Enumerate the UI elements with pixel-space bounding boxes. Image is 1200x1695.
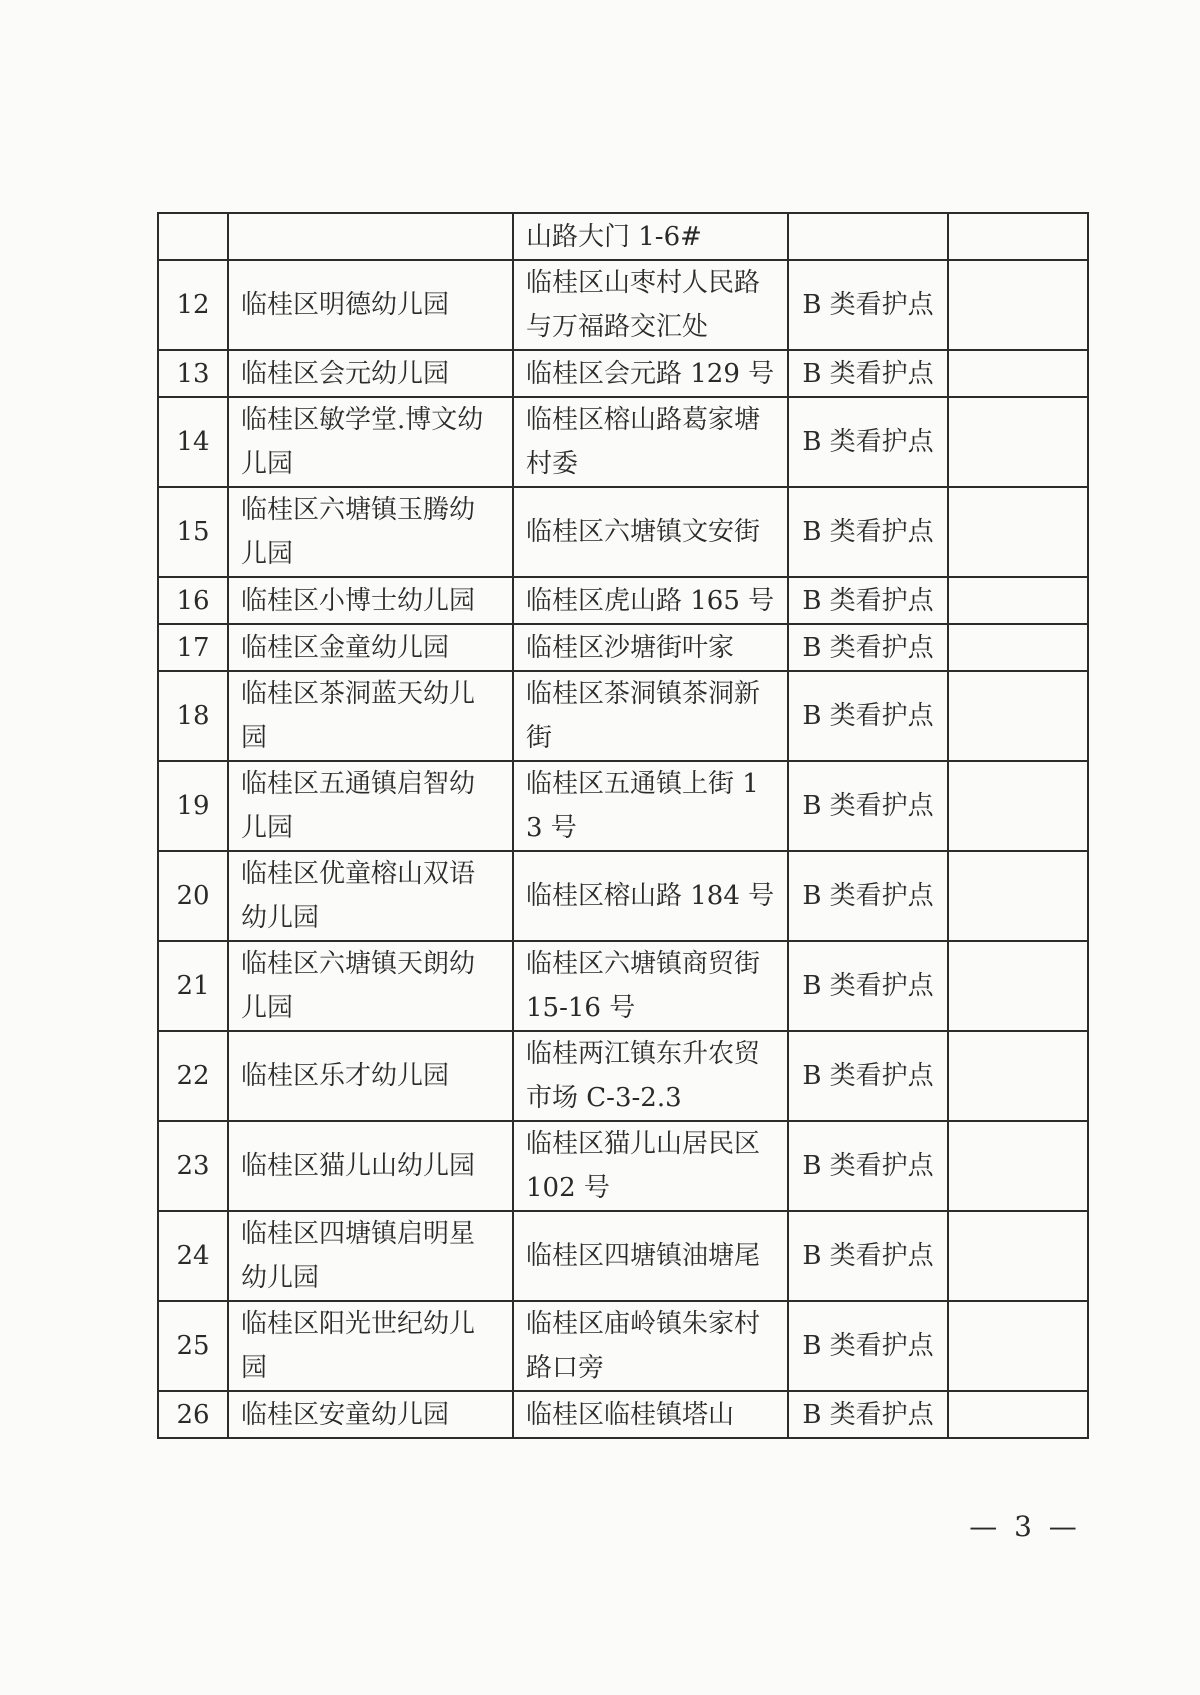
cell-number: 24 [158,1211,228,1301]
cell-kindergarten-name: 临桂区金童幼儿园 [228,624,513,671]
cell-care-type: B 类看护点 [788,1031,948,1121]
cell-kindergarten-name: 临桂区明德幼儿园 [228,260,513,350]
cell-address: 临桂区山枣村人民路与万福路交汇处 [513,260,788,350]
table-row [158,1301,1088,1391]
cell-number: 18 [158,671,228,761]
cell-address: 临桂区临桂镇塔山 [513,1391,788,1438]
cell-number: 19 [158,761,228,851]
cell-address: 临桂区六塘镇商贸街 15-16 号 [513,941,788,1031]
cell-note [948,397,1088,487]
cell-kindergarten-name: 临桂区优童榕山双语幼儿园 [228,851,513,941]
page-number: — 3 — [969,1510,1081,1543]
table-row [158,1391,1088,1438]
cell-care-type: B 类看护点 [788,1391,948,1438]
cell-care-type: B 类看护点 [788,851,948,941]
cell-note [948,260,1088,350]
table-row [158,941,1088,1031]
cell-address: 临桂区猫儿山居民区 102 号 [513,1121,788,1211]
cell-note [948,1031,1088,1121]
cell-address: 临桂区茶洞镇茶洞新街 [513,671,788,761]
cell-kindergarten-name: 临桂区安童幼儿园 [228,1391,513,1438]
cell-note [948,213,1088,260]
table-row [158,487,1088,577]
cell-care-type [788,213,948,260]
cell-note [948,941,1088,1031]
cell-address: 临桂区五通镇上街 13 号 [513,761,788,851]
cell-kindergarten-name: 临桂区乐才幼儿园 [228,1031,513,1121]
table-row [158,624,1088,671]
table-row [158,577,1088,624]
cell-kindergarten-name: 临桂区茶洞蓝天幼儿园 [228,671,513,761]
cell-address: 临桂两江镇东升农贸市场 C-3-2.3 [513,1031,788,1121]
cell-kindergarten-name: 临桂区五通镇启智幼儿园 [228,761,513,851]
cell-address: 山路大门 1-6# [513,213,788,260]
cell-kindergarten-name: 临桂区猫儿山幼儿园 [228,1121,513,1211]
cell-number: 15 [158,487,228,577]
cell-number: 23 [158,1121,228,1211]
table-body [158,213,1088,1438]
cell-address: 临桂区庙岭镇朱家村路口旁 [513,1301,788,1391]
cell-note [948,350,1088,397]
cell-note [948,1391,1088,1438]
cell-address: 临桂区四塘镇油塘尾 [513,1211,788,1301]
cell-kindergarten-name: 临桂区敏学堂.博文幼儿园 [228,397,513,487]
cell-number: 26 [158,1391,228,1438]
cell-number: 20 [158,851,228,941]
cell-care-type: B 类看护点 [788,397,948,487]
cell-care-type: B 类看护点 [788,350,948,397]
cell-number: 12 [158,260,228,350]
cell-care-type: B 类看护点 [788,487,948,577]
cell-care-type: B 类看护点 [788,761,948,851]
cell-kindergarten-name: 临桂区会元幼儿园 [228,350,513,397]
cell-kindergarten-name: 临桂区阳光世纪幼儿园 [228,1301,513,1391]
cell-number [158,213,228,260]
cell-kindergarten-name: 临桂区六塘镇玉腾幼儿园 [228,487,513,577]
cell-note [948,487,1088,577]
cell-number: 22 [158,1031,228,1121]
table-row [158,213,1088,260]
cell-care-type: B 类看护点 [788,624,948,671]
kindergarten-table [157,212,1089,1439]
table-row [158,671,1088,761]
table-row [158,851,1088,941]
cell-note [948,761,1088,851]
cell-number: 21 [158,941,228,1031]
cell-care-type: B 类看护点 [788,1211,948,1301]
cell-address: 临桂区榕山路 184 号 [513,851,788,941]
cell-kindergarten-name: 临桂区小博士幼儿园 [228,577,513,624]
table-row [158,397,1088,487]
cell-note [948,671,1088,761]
cell-note [948,1211,1088,1301]
cell-kindergarten-name: 临桂区六塘镇天朗幼儿园 [228,941,513,1031]
cell-note [948,577,1088,624]
table-row [158,350,1088,397]
cell-number: 16 [158,577,228,624]
cell-care-type: B 类看护点 [788,577,948,624]
cell-number: 17 [158,624,228,671]
cell-address: 临桂区虎山路 165 号 [513,577,788,624]
cell-address: 临桂区会元路 129 号 [513,350,788,397]
cell-care-type: B 类看护点 [788,1301,948,1391]
table-row [158,1121,1088,1211]
cell-care-type: B 类看护点 [788,671,948,761]
cell-kindergarten-name: 临桂区四塘镇启明星幼儿园 [228,1211,513,1301]
cell-address: 临桂区六塘镇文安街 [513,487,788,577]
cell-number: 14 [158,397,228,487]
cell-note [948,624,1088,671]
cell-number: 13 [158,350,228,397]
table-row [158,761,1088,851]
cell-number: 25 [158,1301,228,1391]
table-row [158,1211,1088,1301]
cell-note [948,1301,1088,1391]
cell-care-type: B 类看护点 [788,941,948,1031]
cell-care-type: B 类看护点 [788,260,948,350]
table-row [158,260,1088,350]
cell-address: 临桂区沙塘街叶家 [513,624,788,671]
cell-care-type: B 类看护点 [788,1121,948,1211]
cell-kindergarten-name [228,213,513,260]
table-row [158,1031,1088,1121]
cell-address: 临桂区榕山路葛家塘村委 [513,397,788,487]
cell-note [948,851,1088,941]
cell-note [948,1121,1088,1211]
